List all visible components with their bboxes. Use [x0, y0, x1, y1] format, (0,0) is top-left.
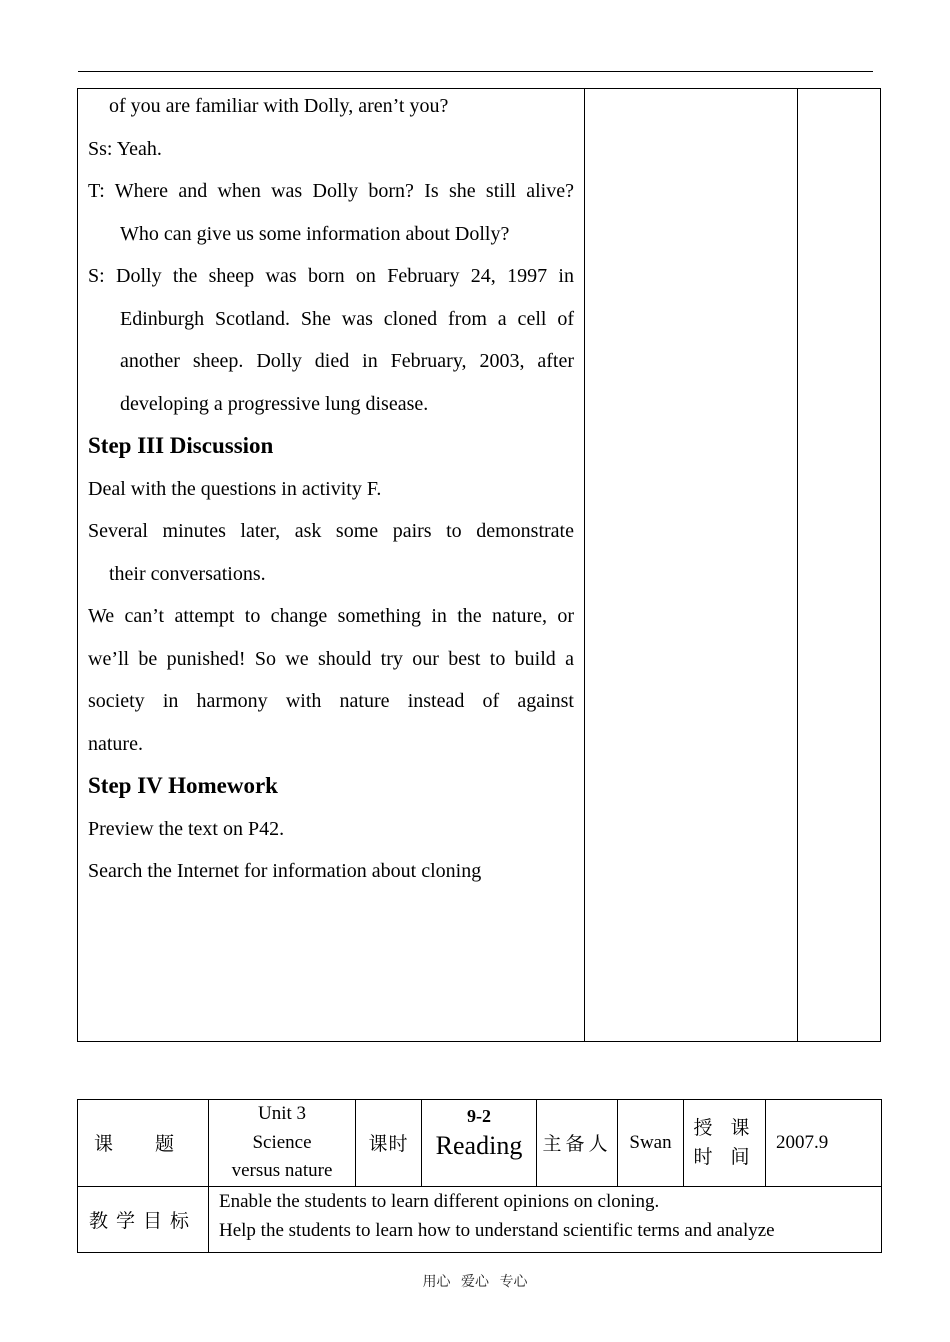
topic-line: Science	[252, 1131, 312, 1153]
topic-line: versus nature	[231, 1160, 333, 1181]
dialogue-line: T: Where and when was Dolly born? Is she still alive?	[88, 180, 574, 202]
step3-paragraph-line: We can’t attempt to change something in the nature, or	[88, 605, 574, 627]
preparer-value: Swan	[618, 1100, 684, 1187]
step3-heading: Step III Discussion	[88, 433, 274, 458]
goal-line: Help the students to learn how to understand scientific terms and analyze	[219, 1219, 775, 1241]
dialogue-line: S: Dolly the sheep was born on February 24, 1997 in	[88, 265, 574, 287]
dialogue-line: developing a progressive lung disease.	[120, 392, 429, 415]
notes-cell	[585, 89, 798, 1042]
topic-value	[209, 1100, 356, 1187]
step4-instruction: Search the Internet for information about cloning	[88, 860, 482, 882]
step4-instruction: Preview the text on P42.	[88, 817, 285, 840]
dialogue-line: Ss: Yeah.	[88, 137, 162, 160]
step3-paragraph-line: we’ll be punished! So we should try our best to build a	[88, 647, 574, 670]
dialogue-line: of you are familiar with Dolly, aren’t you?	[109, 95, 449, 117]
lesson-info-table	[77, 1099, 882, 1253]
goals-value	[209, 1186, 882, 1252]
dialogue-line: Who can give us some information about Dolly?	[120, 222, 510, 245]
goals-label: 教学目标	[78, 1186, 209, 1252]
preparer-label: 主备人	[537, 1100, 618, 1187]
teaching-procedure-cell	[78, 89, 585, 1042]
goal-line: Enable the students to learn different opinions on cloning.	[219, 1190, 660, 1212]
period-number: 9-2	[467, 1106, 491, 1126]
step4-heading: Step IV Homework	[88, 773, 278, 798]
topic-label: 课 题	[78, 1100, 209, 1187]
step3-paragraph-line: society in harmony with nature instead of against	[88, 690, 574, 712]
page-footer: 用心 爱心 专心	[422, 1274, 528, 1290]
period-title: Reading	[435, 1131, 523, 1160]
remarks-cell	[798, 89, 881, 1042]
dialogue-line: Edinburgh Scotland. She was cloned from a cell of	[120, 307, 574, 330]
time-label	[684, 1100, 766, 1187]
period-value	[422, 1100, 537, 1187]
time-label-line: 时 间	[693, 1145, 756, 1168]
step3-instruction: Deal with the questions in activity F.	[88, 477, 382, 500]
time-label-line: 授 课	[693, 1116, 756, 1139]
step3-instruction: their conversations.	[109, 562, 266, 585]
step3-paragraph-line: nature.	[88, 732, 143, 755]
lesson-plan-table	[77, 88, 881, 1042]
header-rule	[78, 71, 873, 72]
time-value: 2007.9	[766, 1100, 882, 1187]
step3-instruction: Several minutes later, ask some pairs to demonstrate	[88, 520, 574, 542]
topic-line: Unit 3	[257, 1103, 307, 1124]
period-label: 课时	[356, 1100, 422, 1187]
dialogue-line: another sheep. Dolly died in February, 2003, after	[120, 350, 574, 372]
